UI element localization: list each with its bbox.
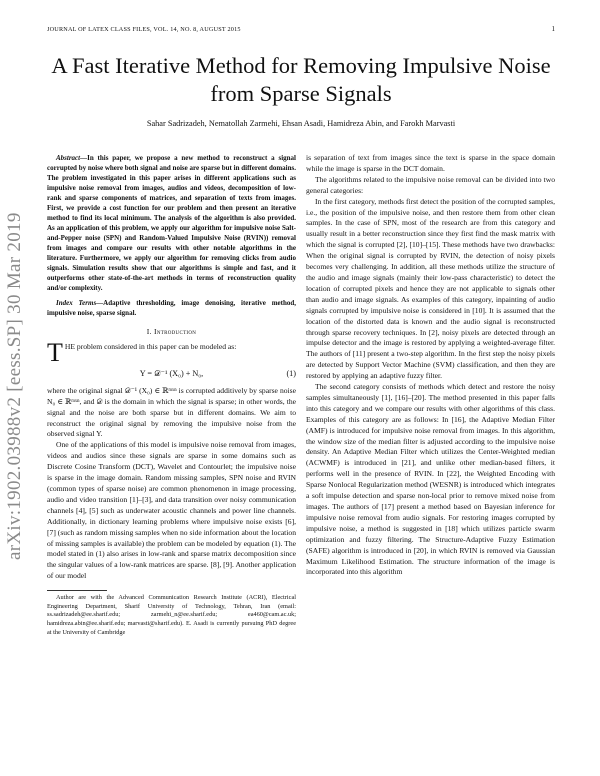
intro-first-line (47, 337, 296, 367)
equation-text: Y = 𝒟⁻¹ (X₀) + N₀, (139, 368, 204, 378)
right-paragraph-1: is separation of text from images since the text is sparse in the space domain while the image is sparse in the DCT domain. (306, 153, 555, 173)
equation-1 (47, 369, 296, 380)
right-paragraph-4: The second category consists of methods which detect and restore the noisy samples simultaneously [1], [16]–[20]. The method presented in this paper falls into this category and we compare our results with other algorithms of this class. Examples of this category are as follows: In [16], the Adaptive Median Filter (AMF) is introduced for impulsive noise removal from images. In this algorithm, the window size of the median filter is adjusted according to the impulsive noise density. An Adaptive Median Filter which utilizes the Center-Weighted median (ACWMF) is introduced in [21], and unlike other median-based filters, it performs well in the presence of RVIN. In [22], the Weighted Encoding with Sparse Nonlocal Regularization method (WESNR) is introduced which integrates a soft impulse detection and sparse non-local prior to remove mixed noise from images. The authors of [17] present a method based on Bayesian inference for impulsive noise removal from audio signals. For restoring images corrupted by impulsive noise, a method is suggested in [18] which utilizes particle swarm optimization and fuzzy filtering. The Structure-Adaptive Fuzzy Estimation (SAFE) algorithm is introduced in [20], in which RVIN is removed via Gaussian Maximum Likelihood Estimation. The structure information of the image is incorporated into this algorithm (306, 382, 555, 577)
footnote-rule (47, 590, 107, 591)
author-list: Sahar Sadrizadeh, Nematollah Zarmehi, Ehsan Asadi, Hamidreza Abin, and Farokh Marvasti (146, 119, 456, 128)
section-title: Introduction (153, 327, 197, 336)
page-number: 1 (551, 25, 555, 33)
intro-first-line-text: HE problem considered in this paper can be modeled as: (64, 341, 237, 351)
drop-cap: T (47, 337, 63, 367)
intro-paragraph-2: One of the applications of this model is impulsive noise removal from images, videos and audios since these signals are sparse in some domains such as Discrete Cosine Transform (DCT), Wavelet and Contourlet; the impulsive noise is sparse in the image domain. Random missing samples, SPN noise and RVIN (common types of sparse noise) are common phenomenon in image processing, audio and video transition [1]–[3], and data transition over noisy communication channels [4], [5] such as underwater acoustic channels and power line channels. Additionally, in dictionary learning problems where impulsive noise exists [6], [7] (such as random missing samples when no side information about the location of missing samples is available) the problem can be modeled by equation (1). The model stated in (1) also arises in low-rank and sparse matrix decomposition since the singular values of a low-rank matrices are sparse. [8], [9]. Another application of our model (47, 440, 296, 581)
section-heading (47, 327, 296, 338)
right-column (306, 153, 555, 578)
index-terms (47, 298, 296, 318)
left-column (47, 153, 296, 637)
right-paragraph-3: In the first category, methods first detect the position of the corrupted samples, i.e., the position of the impulsive noise, and then restore them from other clean samples. In the case of SPN, most of the research are from this category and usually result in a better reconstruction since they first find the mask matrix with which the signal is corrupted [2], [10]–[15]. These methods have two drawbacks: When the original signal is corrupted by RVIN, the detection of noisy pixels becomes very challenging. In addition, all these methods utilize the structure of the audio and image signals (mainly their low-pass characteristic) to detect the location of corrupted pixels and hence they are not applicable to signals other than audio and image signals. As examples of this category, inpainting of audio signals corrupted by impulsive noise is considered in [10]. It is assumed that the location of the distorted data is known and the audio signal is reconstructed through sparse recovery techniques. In [2], noisy pixels are detected through an impulse detector and the image is restored by applying a weighted-average filter. The authors of [11] present a two-step algorithm. In the first step the noisy pixels are detected by Support Vector Machine (SVM) classification, and then they are restored by applying an adaptive fuzzy filter. (306, 196, 555, 381)
section-number: I. (146, 327, 152, 336)
abstract (47, 153, 296, 293)
index-terms-text: —Adaptive thresholding, image denoising, iterative method, impulsive noise, sparse signal. (47, 299, 296, 317)
intro-paragraph-1: where the original signal 𝒟⁻¹ (X₀) ∈ ℝᵐˣⁿ is corrupted additively by sparse noise N₀ ∈ ℝᵐˣⁿ, and 𝒟 is the domain in which the signal is sparse; in other words, the signal and the noise are both sparse but in different domains. We aim to reconstruct the original signal by removing the impulsive noise from the observed signal Y. (47, 385, 296, 439)
equation-number: (1) (286, 368, 296, 378)
abstract-text: —In this paper, we propose a new method to reconstruct a signal corrupted by noise where both signal and noise are sparse but in different domains. The problem investigated in this paper arises in different applications such as impulsive noise removal from images, audios and videos, decomposition of low-rank and sparse components of matrices, and separation of texts from images. First, we provide a cost function for our problem and then present an iterative method to find its local minimum. The analysis of the algorithm is also provided. As an application of this problem, we apply our algorithm for impulsive noise Salt-and-Pepper noise (SPN) and Random-Valued Impulsive Noise (RVIN)) removal from images and compare our results with other notable algorithms in the literature. Furthermore, we apply our algorithm for removing clicks from audio signals. Simulation results show that our algorithms is simple and fast, and it outperforms other state-of-the-art methods in terms of reconstruction quality and/or complexity. (47, 154, 296, 292)
journal-header: JOURNAL OF LATEX CLASS FILES, VOL. 14, NO. 8, AUGUST 2015 (47, 26, 241, 33)
right-paragraph-2: The algorithms related to the impulsive noise removal can be divided into two general categories: (306, 174, 555, 195)
paper-title: A Fast Iterative Method for Removing Impulsive Noise from Sparse Signals (51, 53, 551, 106)
arxiv-stamp: arXiv:1902.03988v2 [eess.SP] 30 Mar 2019 (4, 212, 25, 560)
abstract-label: Abstract (56, 154, 81, 162)
author-footnote: Author are with the Advanced Communication Research Institute (ACRI), Electrical Engineering Department, Sharif University of Technology, Tehran, Iran (email: ss.sadrizadeh@ee.sharif.edu; zarmehi_n@ee.sharif.edu; ea460@cam.ac.uk; hamidreza.abin@ee.sharif.edu; marvasti@sharif.edu). E. Asadi is currently pursuing PhD degree at the University of Cambridge (47, 594, 296, 636)
index-terms-label: Index Terms (56, 299, 97, 307)
